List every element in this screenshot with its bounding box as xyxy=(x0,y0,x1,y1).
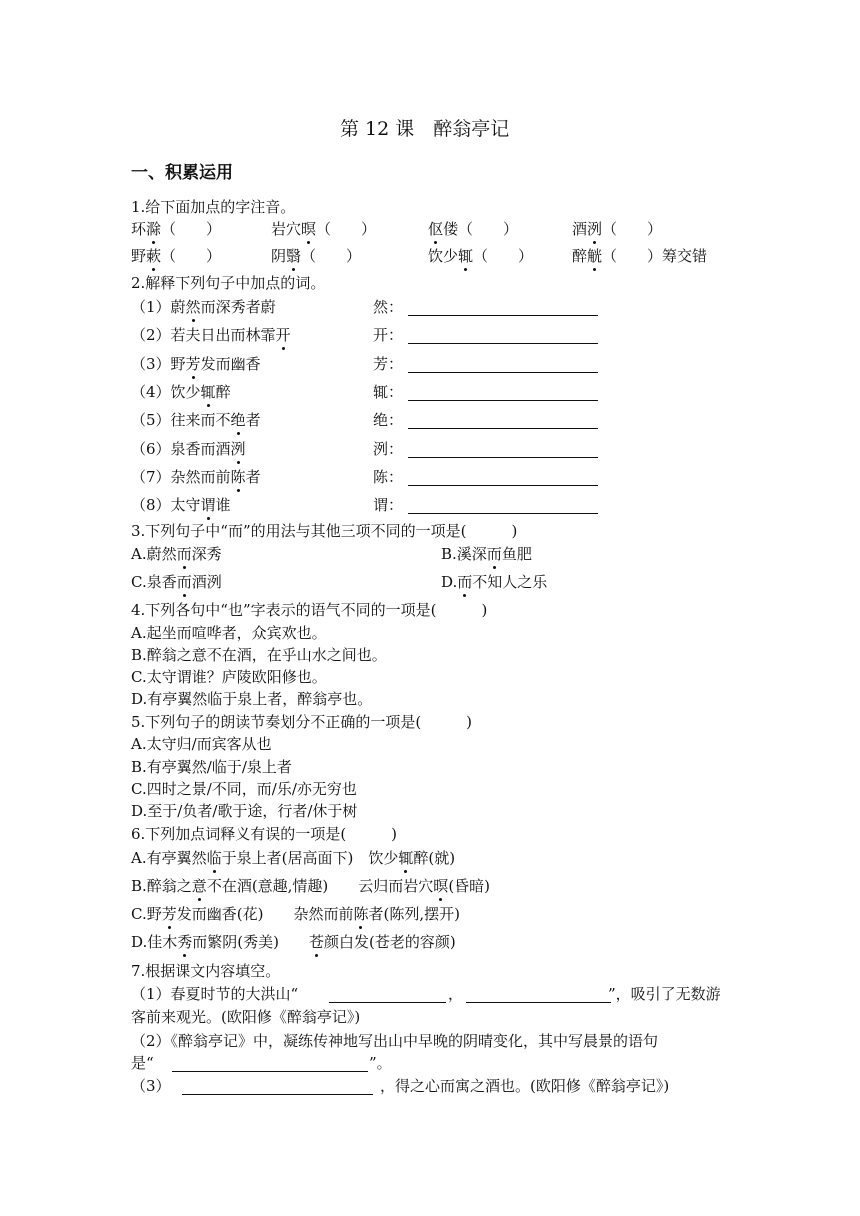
q2-answer-blank xyxy=(408,457,598,458)
q7-blank-4 xyxy=(182,1094,373,1095)
dotted-char: 滁 xyxy=(146,220,162,238)
q7-p1-comma: ， xyxy=(448,985,464,1003)
dotted-char: 辄 xyxy=(200,382,216,401)
q5-stem: 5.下列句子的朗读节奏划分不正确的一项是( ) xyxy=(131,713,473,731)
q1-item: 伛偻（ ） xyxy=(428,220,519,238)
dotted-char: 而 xyxy=(486,545,502,563)
dotted-char: 芳 xyxy=(161,905,177,923)
q2-answer-blank xyxy=(408,428,598,429)
q5-option-c: C.四时之景/不同，而/乐/亦无穷也 xyxy=(131,780,357,798)
q6-stem: 6.下列加点词释义有误的一项是( ) xyxy=(131,825,398,843)
q7-p1-tail: ”，吸引了无数游 xyxy=(608,985,721,1003)
dotted-char: 然 xyxy=(185,298,201,316)
q1-item: 饮少辄（ ） xyxy=(428,247,534,265)
dotted-char: 而 xyxy=(176,545,192,563)
q2-sentence: （7）杂然而前陈者 xyxy=(131,467,261,486)
q2-sentence: （4）饮少辄醉 xyxy=(131,382,231,401)
dotted-char: 谓 xyxy=(200,496,216,515)
q2-answer-label: 绝： xyxy=(373,411,404,430)
q7-stem: 7.根据课文内容填空。 xyxy=(131,962,281,980)
dotted-char: 苍 xyxy=(309,933,325,951)
dotted-char: 绝 xyxy=(230,411,246,430)
q2-answer-label: 谓： xyxy=(373,496,404,515)
q3-option: C.泉香而酒洌 xyxy=(131,573,222,591)
q2-stem: 2.解释下列句子中加点的词。 xyxy=(131,274,326,292)
dotted-char: 辄 xyxy=(398,849,414,867)
dotted-char: 蔌 xyxy=(146,247,162,265)
q7-blank-1 xyxy=(329,1002,446,1003)
q3-option: B.溪深而鱼肥 xyxy=(441,545,532,563)
q2-answer-blank xyxy=(408,372,598,373)
q2-answer-label: 芳： xyxy=(373,354,404,373)
q7-p1-intro: （1）春夏时节的大洪山“ xyxy=(131,985,299,1003)
q7-p2-text: （2）《醉翁亭记》中，凝练传神地写出山中早晚的阴晴变化，其中写晨景的语句 xyxy=(131,1032,659,1050)
q7-p1-source: 客前来观光。(欧阳修《醉翁亭记》) xyxy=(131,1008,361,1026)
q2-sentence: （1）蔚然而深秀者蔚 xyxy=(131,298,276,316)
q7-p2-prefix: 是“ xyxy=(131,1054,154,1072)
dotted-char: 开 xyxy=(275,326,291,345)
page-title: 第 12 课 醉翁亭记 xyxy=(340,118,510,140)
q1-item: 野蔌（ ） xyxy=(131,247,222,265)
q2-sentence: （6）泉香而酒洌 xyxy=(131,439,246,458)
q2-answer-label: 洌： xyxy=(373,439,404,458)
dotted-char: 而 xyxy=(176,573,192,591)
dotted-char: 翳 xyxy=(286,247,302,265)
dotted-char: 伛 xyxy=(428,220,444,238)
q5-option-a: A.太守归/而宾客从也 xyxy=(131,735,272,753)
q3-stem: 3.下列句子中“而”的用法与其他三项不同的一项是( ) xyxy=(131,522,518,540)
q2-sentence: （3）野芳发而幽香 xyxy=(131,354,261,373)
q7-p3-text: ，得之心而寓之酒也。(欧阳修《醉翁亭记》) xyxy=(380,1077,670,1095)
dotted-char: 暝 xyxy=(433,877,449,895)
q1-item: 醉觥（ ）筹交错 xyxy=(572,247,708,265)
q1-item: 酒洌（ ） xyxy=(572,220,663,238)
q7-blank-3 xyxy=(172,1071,368,1072)
q6-option: B.醉翁之意不在酒(意趣,情趣) 云归而岩穴暝(昏暗) xyxy=(131,877,491,895)
section-heading: 一、积累运用 xyxy=(131,163,233,183)
q5-option-b: B.有亭翼然/临于/泉上者 xyxy=(131,758,292,776)
q1-item: 岩穴暝（ ） xyxy=(271,220,377,238)
q2-sentence: （2）若夫日出而林霏开 xyxy=(131,326,291,345)
dotted-char: 秀 xyxy=(177,933,193,951)
dotted-char: 意 xyxy=(191,877,207,895)
dotted-char: 芳 xyxy=(185,354,201,373)
q4-option-d: D.有亭翼然临于泉上者，醉翁亭也。 xyxy=(131,690,373,708)
q2-answer-blank xyxy=(408,513,598,514)
q1-stem: 1.给下面加点的字注音。 xyxy=(131,198,296,216)
q6-option: A.有亭翼然临于泉上者(居高面下) 饮少辄醉(就) xyxy=(131,849,456,867)
q2-answer-label: 辄： xyxy=(373,382,404,401)
dotted-char: 临 xyxy=(206,849,222,867)
q4-stem: 4.下列各句中“也”字表示的语气不同的一项是( ) xyxy=(131,601,488,619)
dotted-char: 洌 xyxy=(230,439,246,458)
q2-answer-label: 然： xyxy=(373,298,404,316)
q2-answer-label: 陈： xyxy=(373,467,404,486)
q2-sentence: （8）太守谓谁 xyxy=(131,496,231,515)
q7-blank-2 xyxy=(466,1002,611,1003)
q2-answer-blank xyxy=(408,315,598,316)
q6-option: D.佳木秀而繁阴(秀美) 苍颜白发(苍老的容颜) xyxy=(131,933,456,951)
q7-p2-suffix: ”。 xyxy=(369,1054,392,1072)
dotted-char: 辄 xyxy=(458,247,474,265)
q2-answer-blank xyxy=(408,400,598,401)
q2-sentence: （5）往来而不绝者 xyxy=(131,411,261,430)
dotted-char: 暝 xyxy=(301,220,317,238)
q5-option-d: D.至于/负者/歌于途，行者/休于树 xyxy=(131,802,358,820)
dotted-char: 觥 xyxy=(587,247,603,265)
q3-option: A.蔚然而深秀 xyxy=(131,545,222,563)
q4-option-c: C.太守谓谁？庐陵欧阳修也。 xyxy=(131,668,327,686)
q3-option: D.而不知人之乐 xyxy=(441,573,548,591)
dotted-char: 而 xyxy=(457,573,473,591)
q1-item: 阴翳（ ） xyxy=(271,247,362,265)
q2-answer-blank xyxy=(408,343,598,344)
dotted-char: 陈 xyxy=(353,905,369,923)
q2-answer-label: 开： xyxy=(373,326,404,345)
dotted-char: 洌 xyxy=(587,220,603,238)
q2-answer-blank xyxy=(408,485,598,486)
q6-option: C.野芳发而幽香(花) 杂然而前陈者(陈列,摆开) xyxy=(131,905,460,923)
q7-p3-label: （3） xyxy=(131,1077,171,1095)
dotted-char: 陈 xyxy=(230,467,246,486)
q4-option-b: B.醉翁之意不在酒，在乎山水之间也。 xyxy=(131,646,387,664)
q4-option-a: A.起坐而喧哗者，众宾欢也。 xyxy=(131,624,327,642)
q1-item: 环滁（ ） xyxy=(131,220,222,238)
